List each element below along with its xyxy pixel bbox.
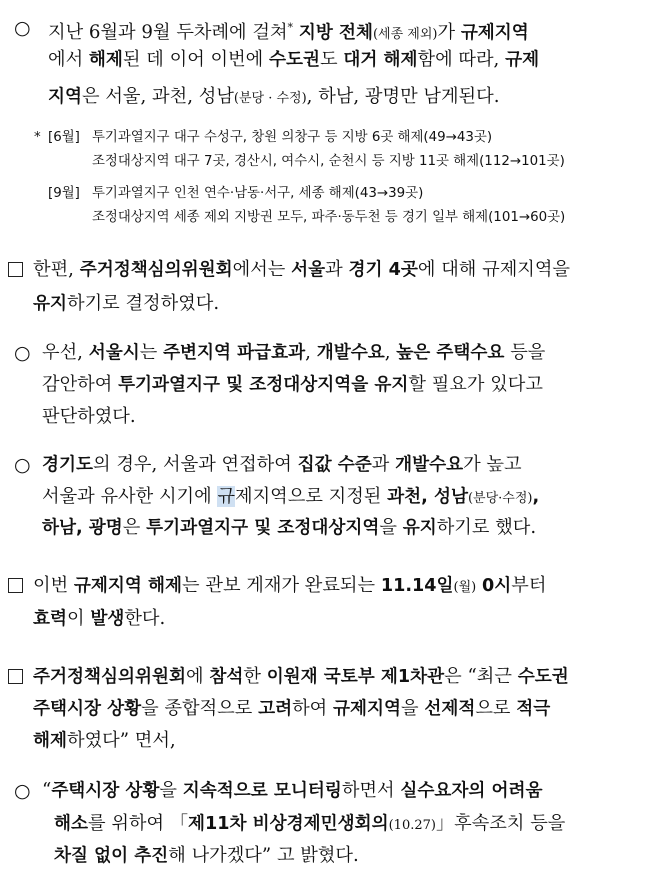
square-bullet — [8, 578, 23, 593]
text-segment: 규 — [217, 486, 236, 507]
bold-text: 해제 — [88, 50, 123, 70]
text-segment: 등을 — [504, 342, 546, 363]
text-line — [33, 728, 176, 754]
text-segment: 에 대해 규제지역을 — [417, 259, 571, 280]
text-segment: 을 — [379, 517, 403, 538]
text-segment: 우선, — [42, 342, 89, 363]
text-segment: 한 — [243, 666, 267, 687]
text-segment: (세종 제외) — [372, 27, 438, 43]
bold-text: 주거정책심의위원회 — [33, 667, 186, 687]
text-line — [33, 291, 219, 317]
text-segment: 판단하였다. — [42, 406, 136, 427]
bold-text: 집값 수준 — [297, 455, 372, 475]
bold-text: 대거 해제 — [343, 50, 418, 70]
bold-text: 주변지역 파급효과 — [163, 343, 306, 363]
text-line — [54, 811, 644, 839]
square-bullet — [8, 669, 23, 684]
text-segment: 의 경우, 서울과 연접하여 — [93, 454, 298, 475]
text-line — [33, 664, 644, 690]
text-segment: 서울과 유사한 시기에 — [42, 486, 218, 507]
text-line — [42, 484, 644, 512]
bold-text: 높은 주택수요 — [396, 343, 505, 363]
text-segment: 지난 6월과 9월 두차례에 걸쳐 — [48, 22, 288, 44]
text-segment: 을 — [159, 780, 183, 801]
text-segment: 하면서 — [341, 780, 401, 801]
bold-text: 수도권 — [269, 50, 321, 70]
text-segment: 한편, — [33, 259, 80, 280]
bold-text: 서울시 — [88, 343, 140, 363]
bold-text: 발생 — [90, 609, 125, 629]
text-segment: 가 — [437, 22, 461, 44]
text-segment: 를 위하여 「 — [88, 813, 189, 834]
bold-text: 0시 — [482, 576, 512, 596]
text-segment: 이번 — [33, 575, 74, 596]
text-line — [48, 84, 499, 112]
text-line — [33, 696, 644, 722]
text-line — [33, 573, 644, 601]
bold-text: 경기도 — [42, 455, 93, 475]
bold-text: 개발수요 — [395, 455, 464, 475]
text-segment: (분당·수정) — [467, 491, 533, 506]
bold-text: 지방 전체 — [298, 23, 373, 44]
text-segment: 하여 — [292, 698, 334, 719]
bold-text: 유지 — [402, 518, 437, 538]
text-segment: “ — [42, 780, 52, 801]
text-line — [42, 515, 536, 541]
bold-text: 과천, 성남 — [387, 487, 468, 507]
text-line — [42, 340, 644, 366]
text-line — [54, 843, 359, 869]
bold-text: 규제 — [505, 50, 540, 70]
text-segment: 은 — [122, 517, 147, 538]
footnote-june-tag: [6월] — [48, 130, 80, 145]
bold-text: 유지 — [33, 294, 67, 314]
bold-text: 제11차 비상경제민생회의 — [188, 814, 389, 834]
bold-text: 11.14일 — [380, 576, 454, 596]
text-line — [42, 372, 644, 398]
text-segment: 에서는 — [232, 259, 292, 280]
text-segment: 하기로 했다. — [436, 517, 537, 538]
bold-text: 경기 4곳 — [348, 260, 418, 280]
text-segment: (월) — [453, 580, 477, 595]
text-segment: 부터 — [511, 575, 547, 596]
bold-text: 참석 — [209, 667, 244, 687]
text-segment: 하기로 결정하였다. — [67, 293, 220, 314]
footnote-sept-line-1: 투기과열지구 인천 연수·남동·서구, 세종 해제(43→39곳) — [92, 186, 424, 201]
text-segment: 한다. — [124, 608, 166, 629]
square-bullet — [8, 262, 23, 277]
text-segment: 과 — [371, 454, 396, 475]
text-segment: 는 관보 게재가 완료되는 — [182, 575, 381, 596]
bold-text: 적극 — [516, 699, 551, 719]
text-line — [48, 47, 644, 73]
bold-text: 규제지역 — [460, 23, 529, 44]
bold-text: 규제지역 — [333, 699, 401, 719]
bold-text: 지속적으로 모니터링 — [182, 781, 342, 801]
bold-text: 주거정책심의위원회 — [79, 260, 233, 280]
bold-text: 효력 — [33, 609, 67, 629]
bold-text: 실수요자의 어려움 — [400, 781, 543, 801]
text-segment: 제지역으로 지정된 — [235, 486, 388, 507]
text-segment: 된 데 이어 이번에 — [122, 49, 270, 70]
bold-text: 차질 없이 추진 — [54, 846, 169, 866]
text-segment: 하였다” 면서, — [67, 730, 176, 751]
footnote-june-line-2: 조정대상지역 대구 7곳, 경산시, 여수시, 순천시 등 지방 11곳 해제(112→101곳) — [92, 154, 565, 169]
text-segment: 을 종합적으로 — [141, 698, 259, 719]
text-segment: 함에 따라, — [417, 49, 506, 70]
circle-bullet: ○ — [14, 454, 31, 476]
footnote-june-line-1: 투기과열지구 대구 수성구, 창원 의창구 등 지방 6곳 해제(49→43곳) — [92, 130, 493, 145]
bold-text: 해제 — [33, 731, 67, 751]
bold-text: 투기과열지구 및 조정대상지역을 유지 — [118, 375, 409, 395]
text-segment: 은 “최근 — [444, 666, 518, 687]
text-segment: 도 — [320, 49, 344, 70]
text-segment: , 하남, 광명만 남게된다. — [306, 86, 500, 107]
bold-text: 규제지역 해제 — [73, 576, 183, 596]
text-line — [33, 606, 165, 632]
bold-text: , — [532, 487, 540, 507]
bold-text: 개발수요 — [316, 343, 385, 363]
text-segment: 에서 — [48, 49, 89, 70]
footnote-sept-line-2: 조정대상지역 세종 제외 지방권 모두, 파주·동두천 등 경기 일부 해제(101→60곳) — [92, 210, 566, 225]
text-segment: 감안하여 — [42, 374, 119, 395]
text-segment: 은 서울, 과천, 성남 — [82, 86, 234, 107]
text-segment: (10.27) — [388, 818, 436, 833]
text-segment: * — [287, 21, 294, 34]
text-segment: 는 — [139, 342, 164, 363]
bold-text: 이원재 국토부 제1차관 — [266, 667, 445, 687]
text-line — [42, 778, 644, 804]
text-segment: , — [305, 342, 317, 363]
text-segment: 가 높고 — [463, 454, 522, 475]
circle-bullet: ○ — [14, 17, 31, 39]
bold-text: 하남, 광명 — [42, 518, 123, 538]
bold-text: 서울 — [291, 260, 326, 280]
bold-text: 선제적 — [424, 699, 476, 719]
text-segment: 에 — [185, 666, 210, 687]
circle-bullet: ○ — [14, 780, 31, 802]
text-segment: 과 — [325, 259, 349, 280]
text-segment: 으로 — [475, 698, 517, 719]
text-line — [48, 15, 644, 48]
bold-text: 수도권 — [517, 667, 569, 687]
bold-text: 해소 — [54, 814, 88, 834]
footnote-sept-tag: [9월] — [48, 186, 80, 201]
text-segment: 」후속조치 등을 — [435, 813, 566, 834]
text-segment: (분당 · 수정) — [233, 91, 307, 106]
text-segment: 해 나가겠다” 고 밝혔다. — [168, 845, 359, 866]
text-line — [33, 257, 644, 283]
bold-text: 투기과열지구 및 조정대상지역 — [146, 518, 380, 538]
text-line — [42, 452, 644, 478]
bold-text: 지역 — [48, 87, 82, 107]
circle-bullet: ○ — [14, 342, 31, 364]
bold-text: 주택시장 상황 — [51, 781, 160, 801]
text-segment: 이 — [67, 608, 91, 629]
footnote-asterisk: * — [34, 130, 41, 145]
text-segment: , — [384, 342, 397, 363]
bold-text: 고려 — [258, 699, 293, 719]
bold-text: 주택시장 상황 — [33, 699, 142, 719]
text-line — [42, 404, 136, 430]
text-segment: 을 — [401, 698, 425, 719]
text-segment: 할 필요가 있다고 — [408, 374, 543, 395]
